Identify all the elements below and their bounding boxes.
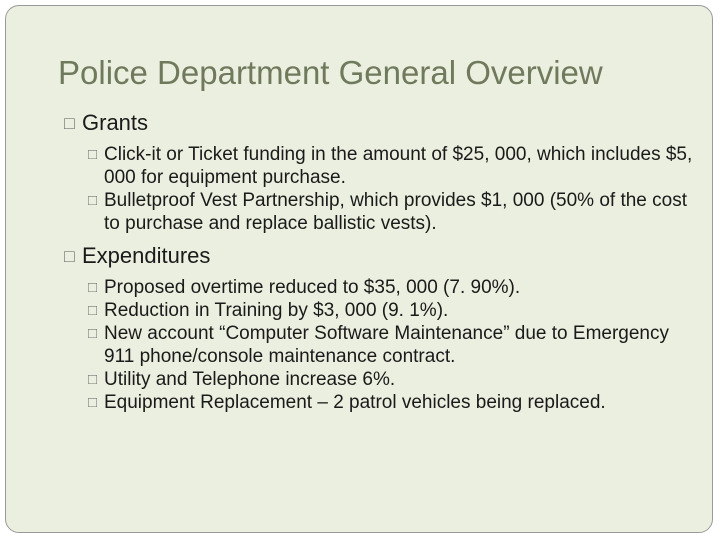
bullet-box-icon: □	[88, 394, 98, 411]
bullet-box-icon: □	[64, 113, 75, 133]
bullet-box-icon: □	[88, 325, 98, 342]
bullet-box-icon: □	[88, 302, 98, 319]
bullet-box-icon: □	[88, 146, 98, 163]
list-item: □ Reduction in Training by $3, 000 (9. 1%).	[88, 300, 449, 321]
slide-title: Police Department General Overview	[58, 54, 603, 91]
slide	[5, 5, 713, 533]
bullet-box-icon: □	[88, 371, 98, 388]
list-item: □ Bulletproof Vest Partnership, which provides $1, 000 (50% of the cost to purchase and replace ballistic vests).	[88, 190, 687, 234]
list-item: □ New account “Computer Software Maintenance” due to Emergency 911 phone/console maintenance contract.	[88, 323, 669, 367]
list-item: □ Click-it or Ticket funding in the amount of $25, 000, which includes $5, 000 for equipment purchase.	[88, 144, 693, 188]
section-heading-expenditures: □ Expenditures	[64, 243, 211, 268]
bullet-box-icon: □	[88, 279, 98, 296]
list-item: □ Utility and Telephone increase 6%.	[88, 369, 396, 390]
list-item: □ Equipment Replacement – 2 patrol vehicles being replaced.	[88, 392, 606, 413]
list-item: □ Proposed overtime reduced to $35, 000 (7. 90%).	[88, 277, 521, 298]
section-heading-grants: □ Grants	[64, 110, 149, 135]
bullet-box-icon: □	[64, 246, 75, 266]
slide-content	[64, 109, 704, 414]
bullet-box-icon: □	[88, 192, 98, 209]
